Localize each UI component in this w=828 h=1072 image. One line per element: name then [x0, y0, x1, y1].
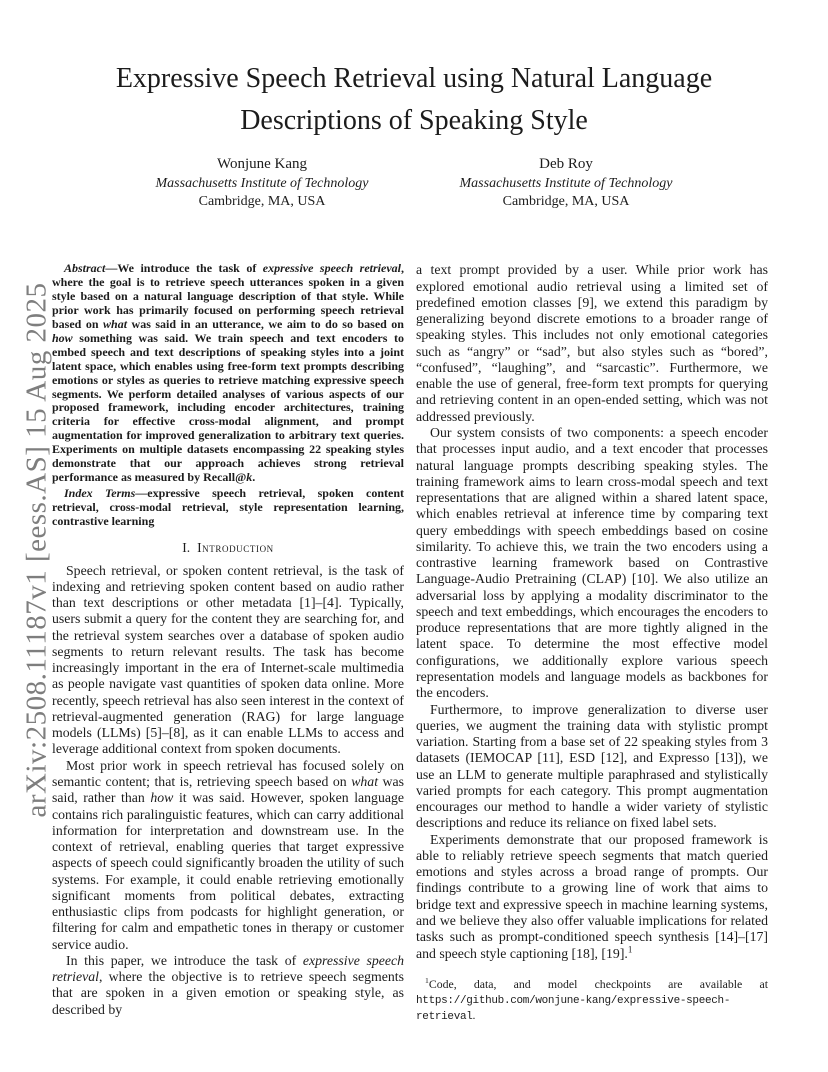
- authors-row: [0, 155, 828, 210]
- text-segment: Abstract: [64, 261, 106, 276]
- arxiv-watermark: arXiv:2508.11187v1 [eess.AS] 15 Aug 2025: [20, 282, 53, 818]
- text-segment: Most prior work in speech retrieval has focused solely on semantic content; that is, retrieving speech based on: [52, 757, 404, 790]
- section-title: Introduction: [197, 539, 274, 555]
- author-block: [426, 155, 706, 210]
- text-segment: .: [252, 469, 256, 484]
- section-heading-introduction: [52, 540, 404, 556]
- author-location: Cambridge, MA, USA: [502, 193, 630, 209]
- text-segment: expressive speech retrieval: [262, 261, 402, 276]
- text-segment: Index Terms: [64, 485, 136, 500]
- text-segment: .: [472, 1008, 476, 1023]
- text-segment: k: [246, 469, 253, 484]
- author-name: Deb Roy: [539, 156, 593, 172]
- abstract-paragraph: [52, 262, 404, 485]
- left-column: [52, 262, 404, 1025]
- author-affiliation: Massachusetts Institute of Technology: [459, 175, 673, 191]
- author-location: Cambridge, MA, USA: [198, 193, 326, 209]
- text-segment: something was said. We train speech and text encoders to embed speech and text descriptions of speaking styles into a joint latent space, which enables using free-form text prompts describing emotions or styles as queries to retrieve matching expressive speech segments. We perform detailed analyses of various aspects of our proposed framework, including encoder architectures, training criteria for effective cross-modal alignment, and prompt augmentation for improved generalization to arbitrary text queries. Experiments on multiple datasets encompassing 22 speaking styles demonstrate that our approach achieves strong retrieval performance as measured by Recall@: [52, 330, 404, 484]
- body-paragraph: [416, 425, 768, 702]
- text-segment: 1: [627, 943, 633, 954]
- text-segment: —We introduce the task of: [105, 261, 263, 276]
- text-segment: was said in an utterance, we aim to do so based on: [127, 316, 404, 331]
- body-paragraph: [416, 702, 768, 832]
- author-affiliation: Massachusetts Institute of Technology: [155, 175, 369, 191]
- index-terms-paragraph: [52, 487, 404, 529]
- text-segment: was said, rather than: [52, 774, 405, 806]
- paper-title: Expressive Speech Retrieval using Natural Language Descriptions of Speaking Style: [115, 63, 713, 136]
- body-paragraph: [416, 832, 768, 962]
- text-segment: expressive speech retrieval: [52, 952, 404, 985]
- text-segment: Experiments demonstrate that our proposed framework is able to reliably retrieve speech segments that match queried emotions and styles across a broad range of prompts. Our findings contribute to a growing line of work that aims to bridge text and expressive speech in machine learning systems, and we believe they also offer valuable implications for related tasks such as prompt-conditioned speech synthesis [14]–[17] and speech style captioning [18], [19].: [416, 831, 768, 961]
- text-segment: , where the objective is to retrieve speech segments that are spoken in a given emotion or speaking style, as described by: [52, 969, 404, 1017]
- text-segment: 1: [425, 975, 429, 985]
- body-paragraph: [52, 563, 404, 758]
- right-column: [416, 262, 768, 1025]
- text-segment: what: [351, 774, 379, 790]
- section-number: I.: [182, 539, 191, 555]
- text-segment: Our system consists of two components: a speech encoder that processes input audio, and a text encoder that processes natural language prompts describing speaking styles. The training framework aims to learn cross-modal speech and text representations that are aligned within a shared latent space, which enables retrieval at inference time by comparing text query embeddings with speech embeddings based on cosine similarity. To achieve this, we train the two encoders using a contrastive learning framework based on Contrastive Language-Audio Pretraining (CLAP) [10]. We also utilize an adversarial loss by applying a modality discriminator to the speech and text embeddings, which encourages the encoders to produce representations that are more tightly aligned in the latent space. To determine the most effective model configurations, we additionally explore various speech representation models and language models as backbones for the encoders.: [416, 425, 768, 701]
- author-block: [122, 155, 402, 210]
- body-paragraph: [52, 953, 404, 1018]
- text-segment: it was said. However, spoken language contains rich paralinguistic features, which can carry additional information for interpretation and downstream use. In the context of retrieval, enabling queries that target expressive aspects of speech could significantly broaden the utility of such systems. For example, it could enable retrieving emotionally significant moments from political debates, extracting enthusiastic clips from podcasts for highlight generation, or filtering for calm and empathetic tones in therapy or customer service audio.: [52, 790, 405, 952]
- two-column-body: [52, 262, 776, 1025]
- author-name: Wonjune Kang: [216, 156, 308, 172]
- footnote: [416, 977, 768, 1025]
- text-segment: , where the goal is to retrieve speech utterances spoken in a given style based on a natural language description of that style. While prior work has primarily focused on performing speech retrieval based on: [52, 261, 405, 331]
- text-segment: In this paper, we introduce the task of: [66, 952, 303, 968]
- footnote-url-link[interactable]: https://github.com/wonjune-kang/expressive-speech-retrieval: [416, 994, 731, 1024]
- text-segment: Furthermore, to improve generalization to diverse user queries, we augment the training data with stylistic prompt variation. Starting from a base set of 22 speaking styles from 3 datasets (IEMOCAP [11], ESD [12], and Expresso [13]), we use an LLM to generate multiple paraphrased and stylistically varied prompts for each category. This prompt augmentation encourages our method to handle a wider variety of stylistic descriptions and reduce its reliance on fixed label sets.: [416, 701, 768, 831]
- body-paragraph: [52, 758, 404, 953]
- text-segment: Code, data, and model checkpoints are available at: [428, 976, 768, 991]
- text-segment: how: [150, 790, 174, 806]
- body-paragraph: [416, 262, 768, 425]
- text-segment: Speech retrieval, or spoken content retrieval, is the task of indexing and retrieving spoken content based on audio rather than text descriptions or other metadata [1]–[4]. Typically, users submit a query for the content they are searching for, and the retrieval system searches over a database of spoken audio segments to return relevant results. The task has become increasingly important in the era of Internet-scale multimedia as people navigate vast quantities of spoken data online. More recently, speech retrieval has also seen interest in the context of retrieval-augmented generation (RAG) for large language models (LLMs) [5]–[8], as it can enable LLMs to access and leverage additional context from spoken documents.: [52, 562, 404, 757]
- text-segment: how: [52, 330, 73, 345]
- text-segment: —expressive speech retrieval, spoken content retrieval, cross-modal retrieval, style representation learning, contrastive learning: [52, 485, 404, 528]
- text-segment: a text prompt provided by a user. While prior work has explored emotional audio retrieval using a limited set of predefined emotion classes [9], we extend this paradigm by generalizing beyond discrete emotions to a broader range of speaking styles. This includes not only emotional categories such as “angry” or “sad”, but also styles such as “bored”, “confused”, “laughing”, and “sarcastic”. Furthermore, we enable the use of general, free-form text prompts for querying and retrieving content in an open-ended setting, which was not addressed previously.: [416, 262, 768, 424]
- text-segment: what: [103, 316, 128, 331]
